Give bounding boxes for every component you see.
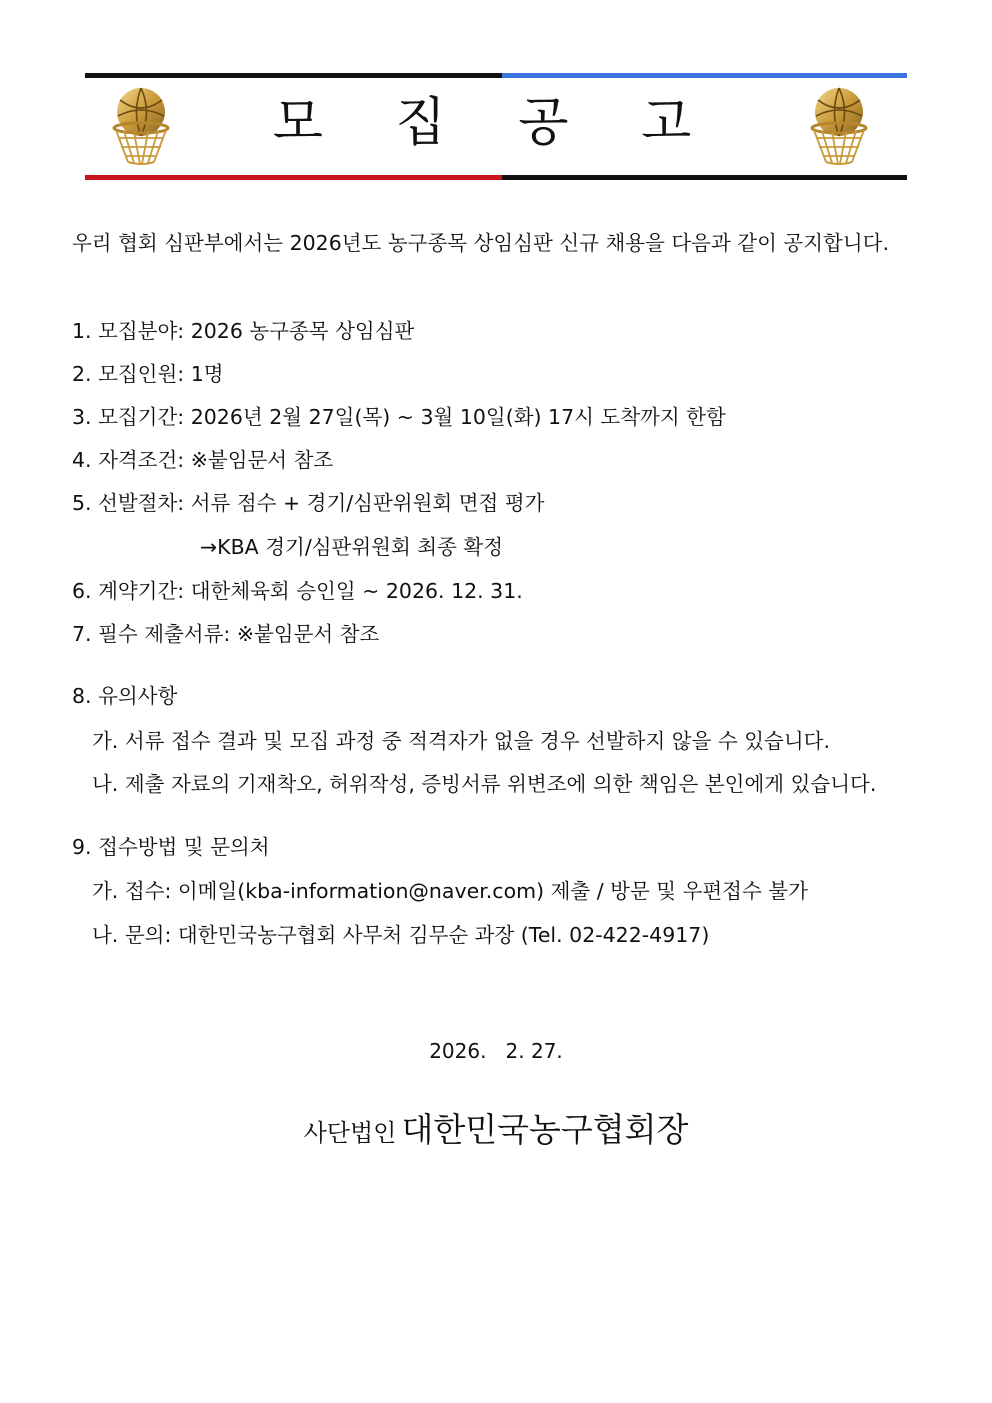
contact-line-email: 가. 접수: 이메일(kba-information@naver.com) 제출 / 방문 및 우편접수 불가 [92, 879, 808, 903]
contact-line-phone: 나. 문의: 대한민국농구협회 사무처 김무순 과장 (Tel. 02-422-4917) [92, 923, 710, 947]
item-recruit-count: 2. 모집인원: 1명 [72, 362, 224, 386]
item-contract-period: 6. 계약기간: 대한체육회 승인일 ~ 2026. 12. 31. [72, 579, 523, 603]
header-bottom-bar-black [502, 175, 907, 180]
item-selection-process: 5. 선발절차: 서류 점수 + 경기/심판위원회 면접 평가 [72, 491, 545, 515]
item-selection-process-cont: →KBA 경기/심판위원회 최종 확정 [200, 535, 503, 559]
notes-heading: 8. 유의사항 [72, 684, 178, 708]
intro-text: 우리 협회 심판부에서는 2026년도 농구종목 상임심판 신규 채용을 다음과 같이 공지합니다. [72, 231, 889, 255]
notes-line: 나. 제출 자료의 기재착오, 허위작성, 증빙서류 위변조에 의한 책임은 본인에게 있습니다. [92, 772, 877, 796]
issue-date: 2026. 2. 27. [429, 1039, 563, 1063]
item-recruit-period: 3. 모집기간: 2026년 2월 27일(목) ~ 3월 10일(화) 17시 도착까지 한함 [72, 405, 726, 429]
item-qualification: 4. 자격조건: ※붙임문서 참조 [72, 448, 334, 472]
signature [0, 1108, 992, 1158]
signature-prefix: 사단법인 [303, 1119, 397, 1147]
header-top-bar-blue [502, 73, 907, 78]
item-recruit-field: 1. 모집분야: 2026 농구종목 상임심판 [72, 319, 415, 343]
item-required-documents: 7. 필수 제출서류: ※붙임문서 참조 [72, 622, 380, 646]
header-bottom-bar-red [85, 175, 502, 180]
signature-name: 대한민국농구협회장 [401, 1110, 689, 1149]
contact-heading: 9. 접수방법 및 문의처 [72, 835, 270, 859]
header-top-bar-black [85, 73, 502, 78]
notes-line: 가. 서류 접수 결과 및 모집 과정 중 적격자가 없을 경우 선발하지 않을 수 있습니다. [92, 729, 830, 753]
page-title: 모 집 공 고 [272, 93, 720, 153]
